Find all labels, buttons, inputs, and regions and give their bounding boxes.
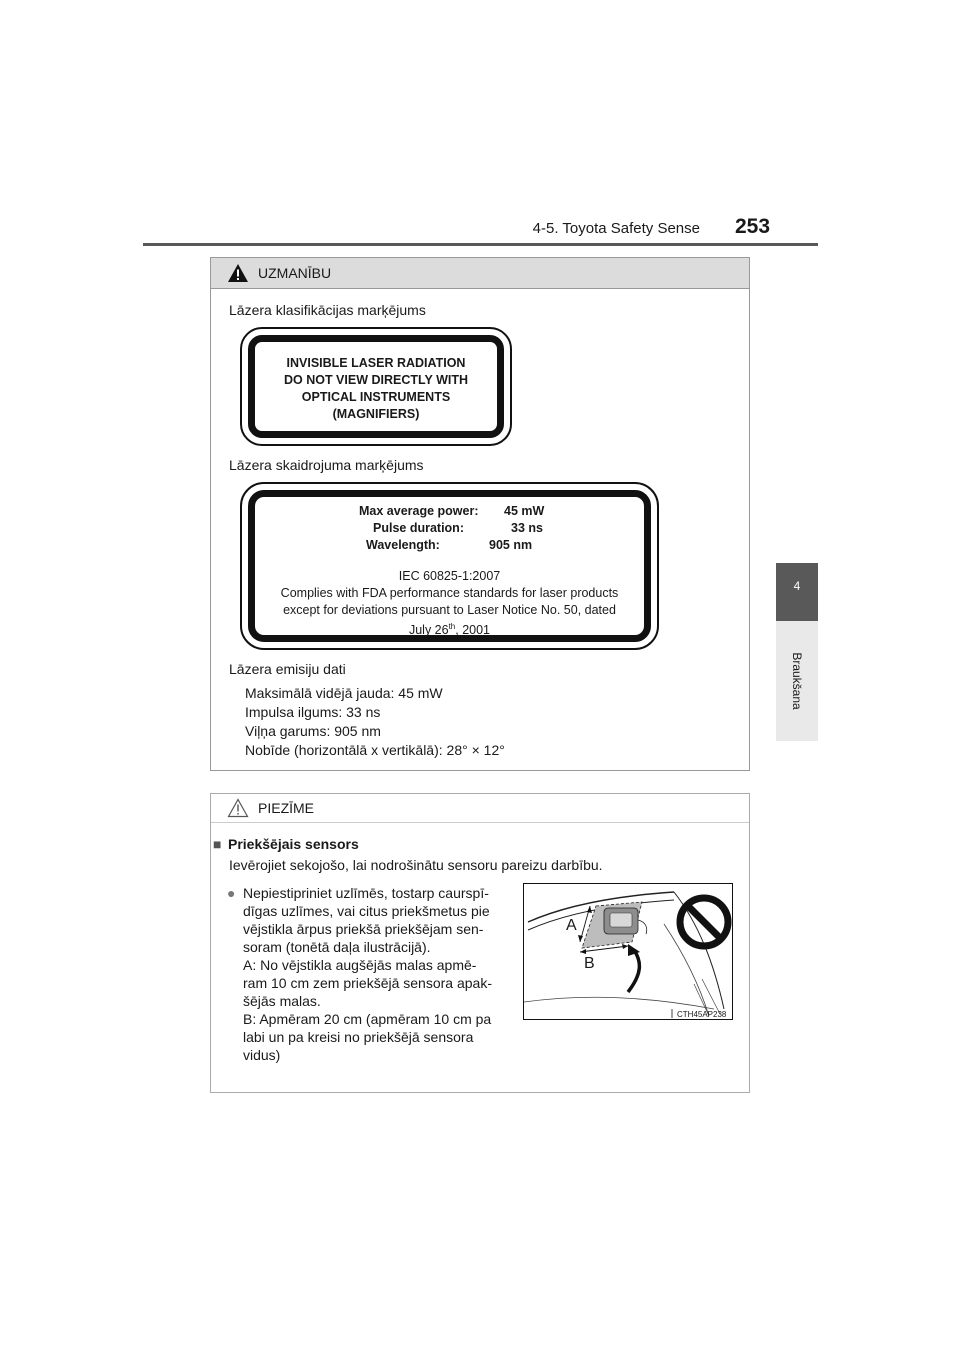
emission-item: Impulsa ilgums: 33 ns: [245, 704, 381, 720]
page-number: 253: [735, 215, 771, 238]
label1-line: OPTICAL INSTRUMENTS: [301, 390, 451, 404]
spec-wave-key: Wavelength:: [366, 538, 440, 552]
laser-class-label: [240, 327, 512, 446]
section-intro: Ievērojiet sekojošo, lai nodrošinātu sensoru pareizu darbību.: [229, 857, 603, 873]
emission-heading: Lāzera emisiju dati: [229, 661, 346, 677]
item-bullet: ●: [227, 885, 236, 901]
label2-date: [242, 618, 657, 639]
header-rule: [143, 243, 818, 246]
label2-compliance-line: Complies with FDA performance standards for laser products: [280, 586, 619, 600]
warning-icon: [227, 263, 249, 283]
emission-item: Nobīde (horizontālā x vertikālā): 28° × 12°: [245, 742, 505, 758]
note-header: [211, 794, 749, 823]
emission-item: Viļņa garums: 905 nm: [245, 723, 381, 739]
section-heading: Priekšējais sensors: [228, 836, 359, 852]
label1-line: (MAGNIFIERS): [332, 407, 420, 421]
spec-wave-value: 905 nm: [489, 538, 533, 552]
label2-date-sup: th: [448, 622, 456, 631]
label1-line: DO NOT VIEW DIRECTLY WITH: [283, 373, 469, 387]
section-bullet: ■: [213, 836, 222, 852]
chapter-tab-label: [776, 621, 818, 741]
label1-line: INVISIBLE LASER RADIATION: [286, 356, 466, 370]
laser-explanation-label: [240, 482, 659, 650]
spec-pulse-value: 33 ns: [511, 521, 543, 535]
note-title: PIEZĪME: [258, 800, 315, 816]
label-b: B: [584, 955, 595, 972]
chapter-tab-number: 4: [776, 563, 818, 621]
label2-date-prefix: July 26: [408, 623, 449, 638]
chapter-tab-text: Braukšana: [790, 652, 804, 710]
label2-date-suffix: , 2001: [455, 623, 491, 638]
caution-title: UZMANĪBU: [258, 265, 332, 281]
item-text: Nepiestipriniet uzlīmēs, tostarp caurspī- dīgas uzlīmes, vai citus priekšmetus pie vējstikla ārpus priekšā priekšējam sen- soram (tonētā daļa ilustrācijā). A: No vējstikla augšējās malas apmē- ram 10 cm zem priekšējā sensora apak- šējās malas. B: Apmēram 20 cm (apmēram 10 cm pa labi un pa kreisi no priekšējā sensora vidus): [243, 885, 492, 1063]
notice-icon: [227, 798, 249, 818]
spec-power-value: 45 mW: [504, 504, 545, 518]
label1-heading: Lāzera klasifikācijas marķējums: [229, 302, 426, 318]
emission-item: Maksimālā vidējā jauda: 45 mW: [245, 685, 443, 701]
illustration-code: CTH45AP238: [677, 1010, 727, 1019]
spec-power-key: Max average power:: [359, 504, 479, 518]
spec-pulse-key: Pulse duration:: [373, 521, 464, 535]
sensor-illustration: [523, 883, 733, 1020]
label-a: A: [566, 917, 577, 934]
windshield-drawing: [524, 884, 732, 1019]
section-title: 4-5. Toyota Safety Sense: [532, 220, 700, 237]
label2-compliance-line: except for deviations pursuant to Laser Notice No. 50, dated: [283, 603, 616, 617]
label2-standard: IEC 60825-1:2007: [398, 569, 501, 583]
label2-heading: Lāzera skaidrojuma marķējums: [229, 457, 424, 473]
caution-header: [211, 258, 749, 289]
